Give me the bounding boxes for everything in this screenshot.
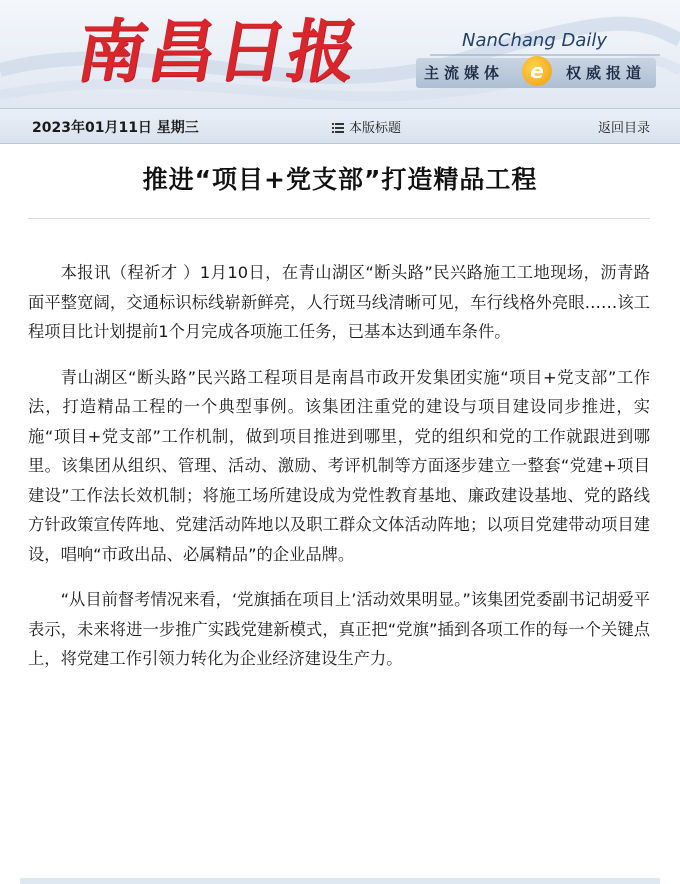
masthead <box>0 0 680 108</box>
english-name: NanChang Daily <box>462 30 608 51</box>
title-divider <box>28 218 650 219</box>
slogan-right: 权威报道 <box>566 64 647 82</box>
list-icon <box>332 122 344 133</box>
footer-bar <box>20 878 660 884</box>
section-titles-label: 本版标题 <box>349 121 402 136</box>
article-paragraph: “从目前督考情况来看，‘党旗插在项目上’活动效果明显。”该集团党委副书记胡爱平表示，未来将进一步推广实践党建新模式，真正把“党旗”插到各项工作的每一个关键点上，将党建工作引领力转化为企业经济建设生产力。 <box>28 590 650 668</box>
article-paragraph: 本报讯（程祈才 ）1月10日，在青山湖区“断头路”民兴路施工工地现场，沥青路面平整宽阔，交通标识标线崭新鲜亮，人行斑马线清晰可见，车行线格外亮眼……该工程项目比计划提前1个月完成各项施工任务，已基本达到通车条件。 <box>28 263 650 341</box>
newspaper-logo[interactable]: 南昌日报 <box>70 12 366 92</box>
article-body <box>28 258 650 690</box>
slogan-bar <box>416 58 656 88</box>
article-title: 推进“项目+党支部”打造精品工程 <box>142 165 538 194</box>
e-logo-icon: e <box>522 56 552 86</box>
section-titles-link[interactable] <box>332 117 401 136</box>
article-paragraph: 青山湖区“断头路”民兴路工程项目是南昌市政开发集团实施“项目+党支部”工作法，打造精品工程的一个典型事例。该集团注重党的建设与项目建设同步推进，实施“项目+党支部”工作机制，做到项目推进到哪里，党的组织和党的工作就跟进到哪里。该集团从组织、管理、活动、激励、考评机制等方面逐步建立一整套“党建+项目建设”工作法长效机制；将施工场所建设成为党性教育基地、廉政建设基地、党的路线方针政策宣传阵地、党建活动阵地以及职工群众文体活动阵地；以项目党建带动项目建设，唱响“市政出品、必属精品”的企业品牌。 <box>28 367 650 564</box>
date-navigation-bar <box>0 108 680 144</box>
slogan-left: 主流媒体 <box>424 64 505 82</box>
back-to-contents-link[interactable]: 返回目录 <box>598 121 651 136</box>
issue-date: 2023年01月11日 星期三 <box>32 120 199 136</box>
